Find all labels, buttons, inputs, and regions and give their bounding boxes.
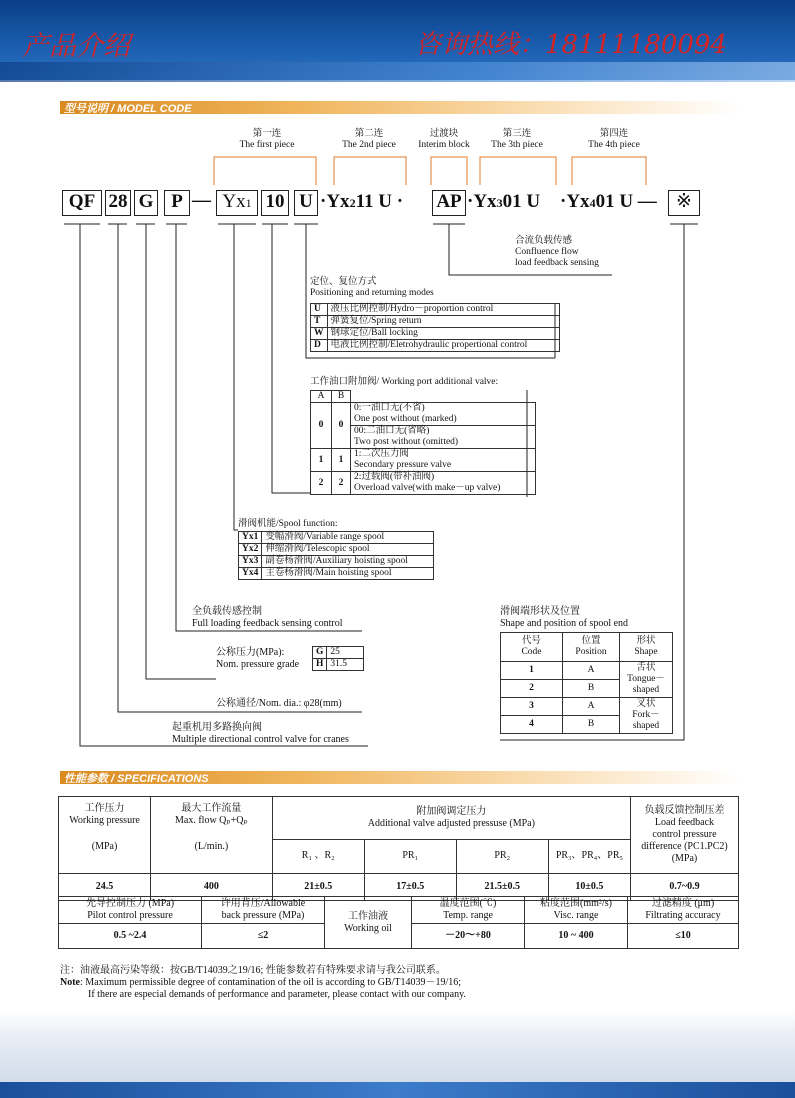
table-row: 3 A 叉状 Fork－ shaped: [501, 698, 673, 716]
table-row: Yx3 副卷杨滑阀/Auxiliary hoisting spool: [239, 556, 434, 568]
note-en-1: Note: Maximum permissible degree of contamination of the oil is according to GB/T14039－19/16;: [60, 977, 462, 988]
valve-type-label: 起重机用多路换向阀 Multiple directional control valve for cranes: [172, 722, 349, 745]
piece-label-4: 第四连 The 4th piece: [588, 129, 640, 150]
working-port-table: [310, 390, 536, 495]
table-row: R₁ 、R₂ PR₁ PR₂ PR₃、PR₄、PR₅: [59, 839, 739, 873]
piece-label-2: 第二连 The 2nd piece: [342, 129, 396, 150]
table-row: A B: [311, 391, 536, 403]
table-row: U 液压比例控制/Hydro－proportion control: [311, 304, 560, 316]
code-box-ap: AP: [432, 190, 466, 216]
nom-pressure-label: 公称压力(MPa): Nom. pressure grade: [216, 647, 300, 670]
spec-section-title: 性能参数 / SPECIFICATIONS: [64, 773, 209, 785]
hotline-title: 咨询热线：18111180094: [415, 30, 727, 60]
piece-label-interim: 过渡块 Interim block: [418, 129, 470, 150]
code-box-star: ※: [668, 190, 700, 216]
note-block: [60, 965, 466, 1001]
piece-label-1: 第一连 The first piece: [239, 129, 295, 150]
nom-dia-label: 公称通径/Nom. dia.: φ28(mm): [216, 698, 342, 709]
code-box-10: 10: [261, 190, 289, 216]
spool-function-table: [238, 531, 434, 580]
table-row: Yx2 伸缩滑阀/Telescopic spool: [239, 544, 434, 556]
working-port-title: 工作油口附加阀/ Working port additional valve:: [310, 377, 499, 387]
nom-pressure-table: [312, 646, 364, 671]
model-code-section-title: 型号说明 / MODEL CODE: [64, 103, 192, 115]
code-box-qf: QF: [62, 190, 102, 216]
note-en-2: If there are especial demands of performance and parameter, please contact with our company.: [88, 989, 466, 1000]
code-box-u: U: [294, 190, 318, 216]
product-intro-title: 产品介绍: [22, 31, 130, 62]
table-row: G 25: [313, 647, 364, 659]
table-row: Yx1 变幅滑阀/Variable range spool: [239, 532, 434, 544]
spool-end-title: 滑阀端形状及位置 Shape and position of spool end: [500, 606, 629, 629]
table-row: 1 1 1:二次压力阀 Secondary pressure valve: [311, 449, 536, 472]
table-row: 代号 Code 位置 Position 形状 Shape: [501, 633, 673, 662]
table-row: 0 0 0:一油口无(不省) One post without (marked) 00:二油口无(省略) Two post without (omitted): [311, 403, 536, 449]
table-row: 2 2 2:过载阀(带补油阀) Overload valve(with make－up valve): [311, 472, 536, 495]
table-row: 0.5 ~2.4 ≤2 －20～+80 10 ~ 400 ≤10: [59, 924, 739, 949]
code-third-piece: ·Yx301 U: [467, 191, 541, 212]
code-box-p: P: [164, 190, 190, 216]
code-dash-1: —: [192, 190, 211, 211]
footer-band: [0, 1082, 795, 1098]
code-second-piece: ·Yx211 U ·: [320, 191, 404, 212]
note-cn: 注：油液最高污染等级：按GB/T14039之19/16; 性能参数若有特殊要求请与我公司联系。: [60, 965, 446, 976]
table-row: 1 A 舌状 Tongue－ shaped: [501, 662, 673, 680]
table-row: 4 B: [501, 716, 673, 734]
code-box-yx1: Yx1: [216, 190, 258, 216]
full-loading-label: 全负载传感控制 Full loading feedback sensing control: [192, 606, 343, 629]
table-row: Yx4 主卷杨滑阀/Main hoisting spool: [239, 568, 434, 580]
spec-table-2: [58, 896, 739, 949]
table-row: W 钢球定位/Ball locking: [311, 328, 560, 340]
table-row: 先导控制压力 (MPa) Pilot control pressure 许用背压/Allowable back pressure (MPa) 工作油液 Working oil 温度范围(℃) Temp. range 粘度范围(mm²/s) Visc. range 过滤精度 (μm) Filtrating accuracy: [59, 897, 739, 924]
spec-table-1: [58, 796, 739, 901]
table-row: 工作压力 Working pressure (MPa) 最大工作流量 Max. flow Qₚ+Qₚ (L/min.) 附加阀调定压力 Additional valve adjusted pressuse (MPa) 负载反馈控制压差 Load feedback control pressure difference (PC1.PC2) (MPa): [59, 797, 739, 840]
table-row: 24.5 400 21±0.5 17±0.5 21.5±0.5 10±0.5 0.7~0.9: [59, 874, 739, 901]
table-row: H 31.5: [313, 659, 364, 671]
table-row: T 弹簧复位/Spring return: [311, 316, 560, 328]
code-fourth-piece: ·Yx401 U —: [560, 191, 657, 212]
spool-function-title: 滑阀机能/Spool function:: [238, 519, 338, 529]
spec-section-bar: [60, 771, 740, 784]
code-box-g: G: [134, 190, 158, 216]
table-row: 2 B: [501, 680, 673, 698]
spool-end-table: [500, 632, 673, 734]
code-box-28: 28: [105, 190, 131, 216]
positioning-title: 定位、复位方式 Positioning and returning modes: [310, 277, 434, 298]
footer-decoration: [0, 1010, 795, 1098]
confluence-label: 合流负载传感 Confluence flow load feedback sensing: [515, 236, 599, 268]
table-row: D 电液比例控制/Eletrohydraulic propertional control: [311, 340, 560, 352]
positioning-table: [310, 303, 560, 352]
piece-label-3: 第三连 The 3th piece: [491, 129, 543, 150]
